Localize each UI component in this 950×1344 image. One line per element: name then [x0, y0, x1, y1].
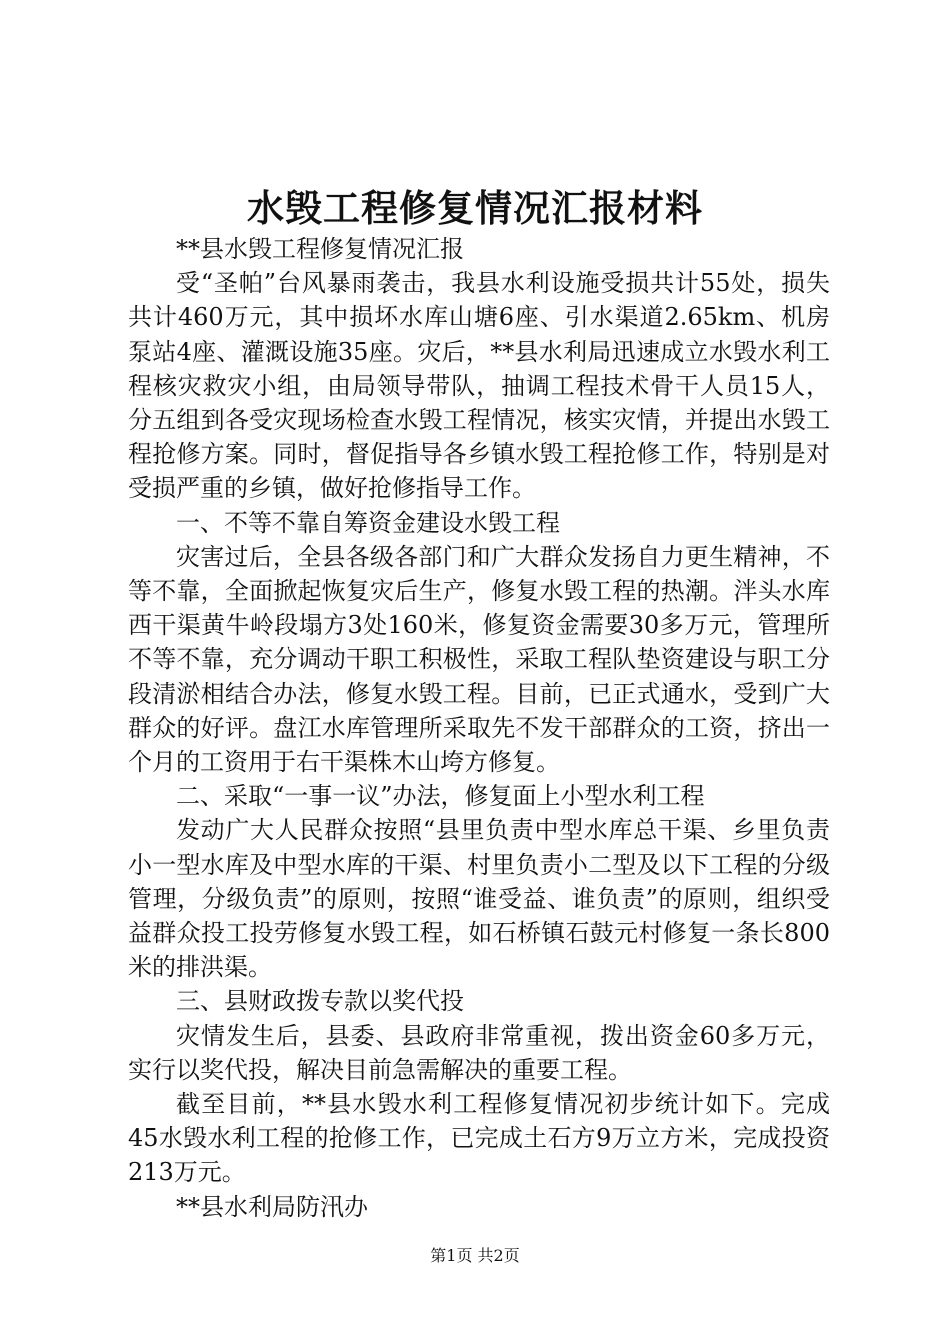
report-heading: **县水毁工程修复情况汇报	[176, 235, 464, 263]
section-heading-3: 三、县财政拨专款以奖代投	[176, 987, 464, 1016]
paragraph-summary: 截至目前，**县水毁水利工程修复情况初步统计如下。完成45水毁水利工程的抢修工作，已完成土石方9万立方米，完成投资213万元。	[128, 1090, 830, 1187]
document-title: 水毁工程修复情况汇报材料	[247, 186, 703, 230]
page-number-footer: 第1页 共2页	[430, 1246, 520, 1265]
paragraph-section-1: 灾害过后，全县各级各部门和广大群众发扬自力更生精神，不等不靠，全面掀起恢复灾后生产，修复水毁工程的热潮。泮头水库西干渠黄牛岭段塌方3处160米，修复资金需要30多万元，管理所不等不靠，充分调动干职工积极性，采取工程队垫资建设与职工分段清淤相结合办法，修复水毁工程。目前，已正式通水，受到广大群众的好评。盘江水库管理所采取先不发干部群众的工资，挤出一个月的工资用于右干渠株木山垮方修复。	[128, 542, 830, 777]
paragraph-section-3: 灾情发生后，县委、县政府非常重视，拨出资金60多万元，实行以奖代投，解决目前急需解决的重要工程。	[128, 1021, 830, 1084]
section-heading-2: 二、采取“一事一议”办法，修复面上小型水利工程	[176, 782, 705, 811]
paragraph-section-2: 发动广大人民群众按照“县里负责中型水库总干渠、乡里负责小一型水库及中型水库的干渠、村里负责小二型及以下工程的分级管理，分级负责”的原则，按照“谁受益、谁负责”的原则，组织受益群众投工投劳修复水毁工程，如石桥镇石鼓元村修复一条长800米的排洪渠。	[128, 816, 830, 982]
signature-office: **县水利局防汛办	[176, 1192, 368, 1221]
section-heading-1: 一、不等不靠自筹资金建设水毁工程	[176, 508, 560, 537]
document-body	[128, 232, 830, 1224]
paragraph-intro: 受“圣帕”台风暴雨袭击，我县水利设施受损共计55处，损失共计460万元，其中损坏水库山塘6座、引水渠道2.65km、机房泵站4座、灌溉设施35座。灾后，**县水利局迅速成立水毁水利工程核灾救灾小组，由局领导带队，抽调工程技术骨干人员15人，分五组到各受灾现场检查水毁工程情况，核实灾情，并提出水毁工程抢修方案。同时，督促指导各乡镇水毁工程抢修工作，特别是对受损严重的乡镇，做好抢修指导工作。	[128, 269, 830, 503]
